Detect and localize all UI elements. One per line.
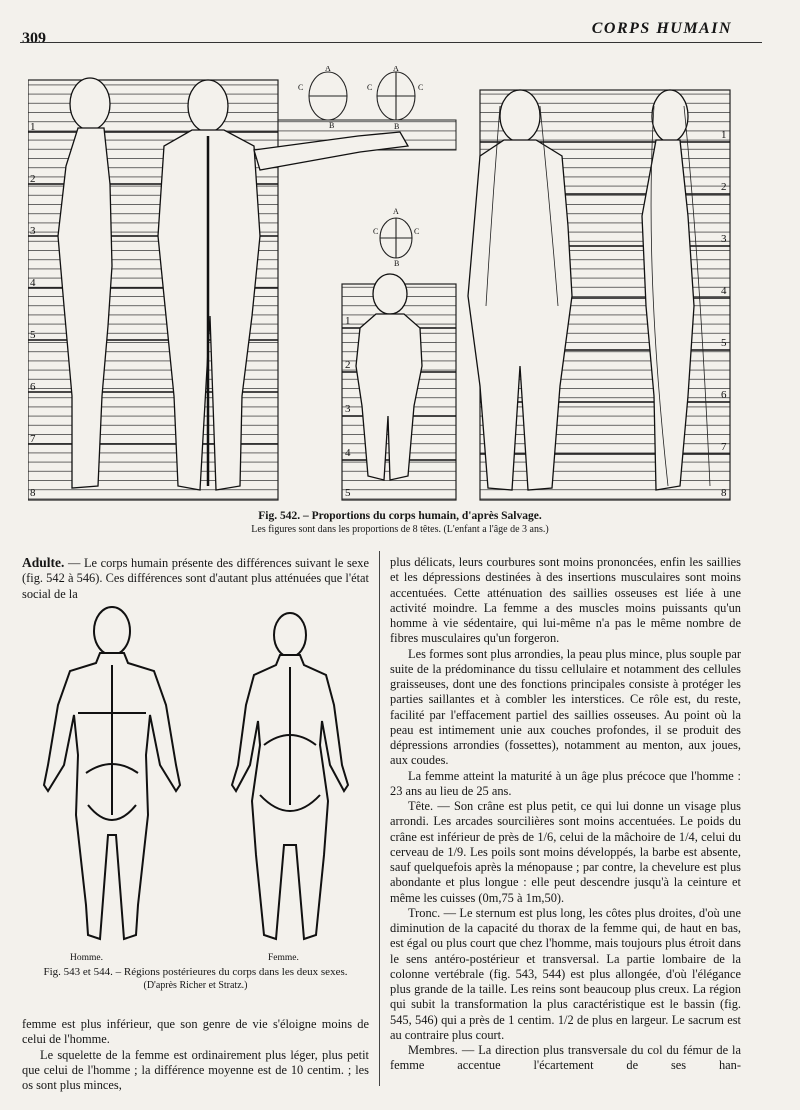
right-p2: Les formes sont plus arrondies, la peau plus mince, plus souple par suite de la prédominance du tissu cellulaire et notamment des cellules graisseuses, dont une des fonctions principales consiste à protéger les parties saillantes et à combler les interstices. Ce rôle est, du reste, facilité par l'effacement partiel des saillies osseuses. Au point où la peau est intimement unie aux couches profondes, il se produit des dépressions arrondies (fossettes), notamment au menton, aux joues, aux coudes. <box>390 646 741 768</box>
column-separator <box>379 551 380 1086</box>
scale-left-7: 7 <box>30 433 36 445</box>
scale-child-5: 5 <box>345 487 351 499</box>
adulte-heading: Adulte. <box>22 555 65 570</box>
head-letter-3: C <box>298 83 304 92</box>
scale-right-4: 4 <box>721 285 727 297</box>
right-p4: Tête. — Son crâne est plus petit, ce qui lui donne un visage plus arrondi. Les arcades sourcilières sont moins accentuées. Le poids du crâne est inférieur de près de 1/6, celui de la mâchoire de 1/4, celui du cerveau de 1/9. Les poils sont moins développés, la barbe est absente, sauf quelquefois après la ménopause ; par contre, la chevelure est plus abondante et plus longue : elle peut descendre jusqu'à la ceinture et même les cuisses (0m,75 à 1m,50). <box>390 799 741 905</box>
scale-right-8: 8 <box>721 487 727 499</box>
scale-right-3: 3 <box>721 233 727 245</box>
scale-right-6: 6 <box>721 389 727 401</box>
left-bottom-p2: Le squelette de la femme est ordinairement plus léger, plus petit que celui de l'homme ; la différence moyenne est de 10 centim. ; les os sont plus minces, <box>22 1047 369 1092</box>
page-number: 309 <box>22 30 46 47</box>
scale-child-2: 2 <box>345 359 351 371</box>
figure-543-544-back-regions <box>28 605 368 955</box>
right-p1: plus délicats, leurs courbures sont moins prononcées, enfin les saillies et les dépressions destinées à des insertions musculaires sont moins accentuées. Cette atténuation des saillies osseuses est liée à une activité moindre. La femme a des muscles moins puissants qu'un homme à vie sédentaire, qui lui-même n'a pas le même nombre de fibres musculaires qu'un forgeron. <box>390 555 741 646</box>
adulte-text: — Le corps humain présente des différences suivant le sexe (fig. 542 à 546). Ces différences sont d'autant plus atténuées que l'état social de la <box>22 556 369 601</box>
head-letter-11: B <box>394 259 400 268</box>
scale-right-7: 7 <box>721 441 727 453</box>
right-p6: Membres. — La direction plus transversale du col du fémur de la femme accentue l'écartement de ses han- <box>390 1043 741 1073</box>
figure-542-proportions <box>28 66 734 501</box>
figure-543-caption-sub: (D'après Richer et Stratz.) <box>143 980 248 991</box>
head-letter-2: B <box>329 121 335 130</box>
text-left-bottom <box>22 1017 369 1093</box>
head-letter-4: A <box>393 66 399 73</box>
scale-left-6: 6 <box>30 381 36 393</box>
figure-543-caption-title: Fig. 543 et 544. – Régions postérieures du corps dans les deux sexes. <box>43 966 348 978</box>
figure-542-caption <box>0 509 800 537</box>
running-head: CORPS HUMAIN <box>591 20 732 37</box>
scale-left-3: 3 <box>30 225 36 237</box>
scale-left-1: 1 <box>30 121 36 133</box>
scale-left-2: 2 <box>30 173 36 185</box>
right-p5: Tronc. — Le sternum est plus long, les côtes plus droites, d'où une diminution de la capacité du thorax de la femme qui, de haut en bas, est égal ou plus court que chez l'homme, mais toujours plus étroit dans le sens antéro-postérieur et transversal. La partie lombaire de la colonne vertébrale (fig. 543, 544) est plus allongée, d'où l'élégance plus grande de la taille. Les reins sont beaucoup plus creux. La région qui subit la transformation la plus caractéristique est le bassin (fig. 545, 546) qui a près de 1 centim. 1/2 de plus en largeur. Le sacrum est au contraire plus court. <box>390 905 741 1042</box>
figure-544-label-woman: Femme. <box>268 953 299 963</box>
scale-child-1: 1 <box>345 315 351 327</box>
scale-right-5: 5 <box>721 337 727 349</box>
head-letter-1: A <box>325 66 331 73</box>
scale-child-3: 3 <box>345 403 351 415</box>
left-bottom-p1: femme est plus inférieur, que son genre de vie s'éloigne moins de celui de l'homme. <box>22 1017 369 1047</box>
text-right-column <box>390 555 741 1074</box>
head-letter-5: C <box>367 83 373 92</box>
head-letter-9: C <box>373 227 379 236</box>
figure-542-caption-title: Fig. 542. – Proportions du corps humain, d'après Salvage. <box>258 510 542 522</box>
right-p3: La femme atteint la maturité à un âge plus précoce que l'homme : 23 ans au lieu de 25 ans. <box>390 768 741 798</box>
head-letter-6: C <box>418 83 424 92</box>
head-letter-10: C <box>414 227 420 236</box>
figure-543-caption <box>22 953 369 992</box>
figure-542-caption-sub: Les figures sont dans les proportions de 8 têtes. (L'enfant a l'âge de 3 ans.) <box>251 524 549 535</box>
scale-child-4: 4 <box>345 447 351 459</box>
scale-left-5: 5 <box>30 329 36 341</box>
figure-543-label-man: Homme. <box>70 953 103 963</box>
head-letter-8: A <box>393 207 399 216</box>
head-letter-7: B <box>394 122 400 131</box>
header-rule <box>20 42 762 43</box>
scale-right-1: 1 <box>721 129 727 141</box>
scale-left-8: 8 <box>30 487 36 499</box>
text-adulte-intro <box>22 555 369 602</box>
scale-left-4: 4 <box>30 277 36 289</box>
scale-right-2: 2 <box>721 181 727 193</box>
